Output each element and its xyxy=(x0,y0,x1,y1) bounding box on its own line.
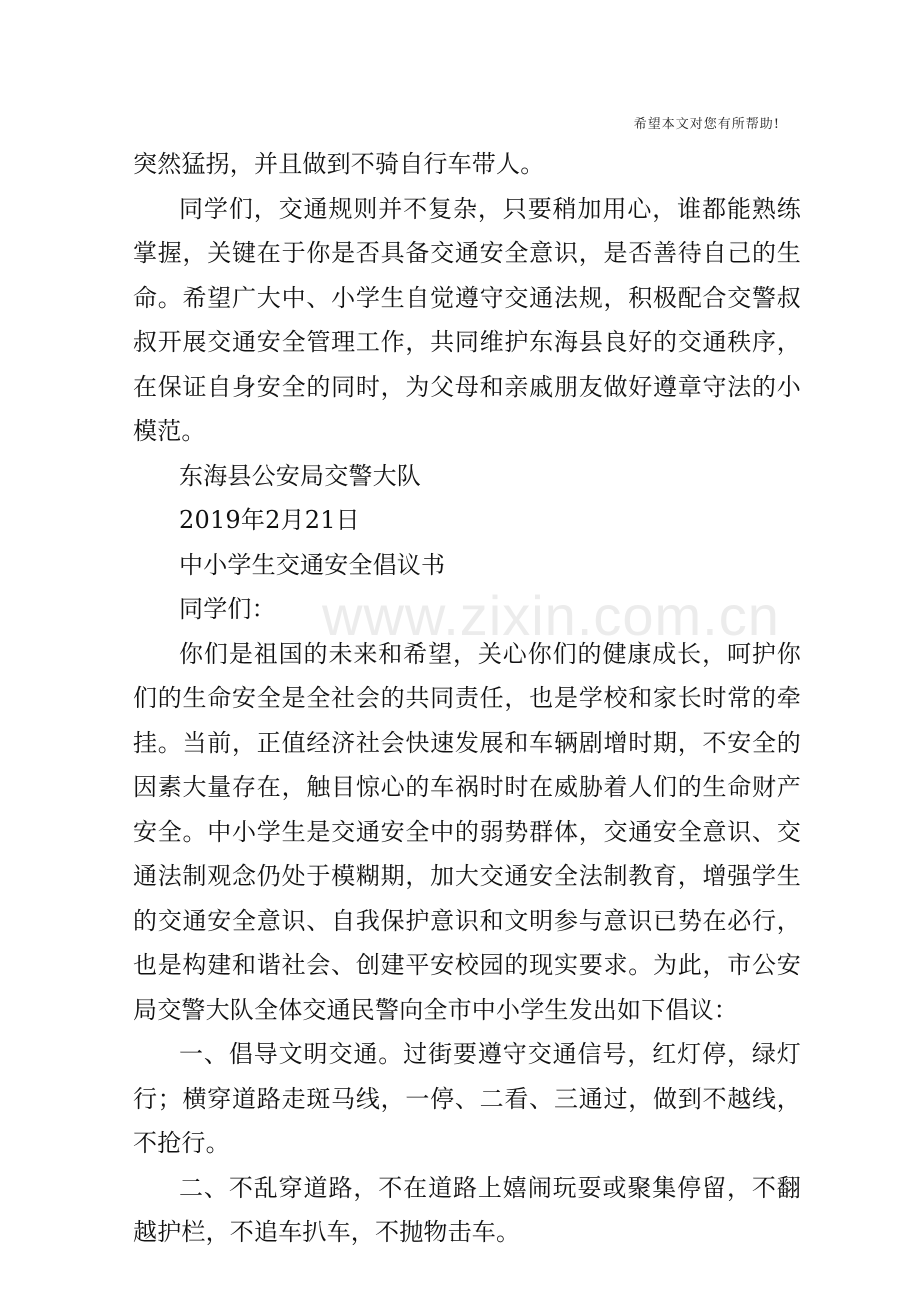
document-body xyxy=(133,142,801,1255)
signature-organization: 东海县公安局交警大队 xyxy=(179,461,421,490)
paragraph-2: 同学们，交通规则并不复杂，只要稍加用心，谁都能熟练掌握，关键在于你是否具备交通安全意识，是否善待自己的生命。希望广大中、小学生自觉遵守交通法规，积极配合交警叔叔开展交通安全管理工作，共同维护东海县良好的交通秩序，在保证自身安全的同时，为父母和亲戚朋友做好遵章守法的小模范。 xyxy=(133,194,801,445)
proposal-item-1: 一、倡导文明交通。过街要遵守交通信号，红灯停，绿灯行；横穿道路走斑马线，一停、二看、三通过，做到不越线，不抢行。 xyxy=(133,1040,801,1157)
watermark: www.zixin.com.cn xyxy=(322,584,780,647)
proposal-item-2: 二、不乱穿道路，不在道路上嬉闹玩耍或聚集停留，不翻越护栏，不追车扒车，不抛物击车。 xyxy=(133,1173,801,1246)
document-title: 中小学生交通安全倡议书 xyxy=(179,550,446,579)
page-header-note: 希望本文对您有所帮助! xyxy=(633,117,780,132)
paragraph-7: 你们是祖国的未来和希望，关心你们的健康成长，呵护你们的生命安全是全社会的共同责任，也是学校和家长时常的牵挂。当前，正值经济社会快速发展和车辆剧增时期，不安全的因素大量存在，触目惊心的车祸时时在威胁着人们的生命财产安全。中小学生是交通安全中的弱势群体，交通安全意识、交通法制观念仍处于模糊期，加大交通安全法制教育，增强学生的交通安全意识、自我保护意识和文明参与意识已势在必行，也是构建和谐社会、创建平安校园的现实要求。为此，市公安局交警大队全体交通民警向全市中小学生发出如下倡议： xyxy=(133,639,801,1024)
signature-date: 2019年2月21日 xyxy=(179,506,360,534)
salutation: 同学们： xyxy=(179,595,276,623)
paragraph-1: 突然猛拐，并且做到不骑自行车带人。 xyxy=(133,150,545,178)
